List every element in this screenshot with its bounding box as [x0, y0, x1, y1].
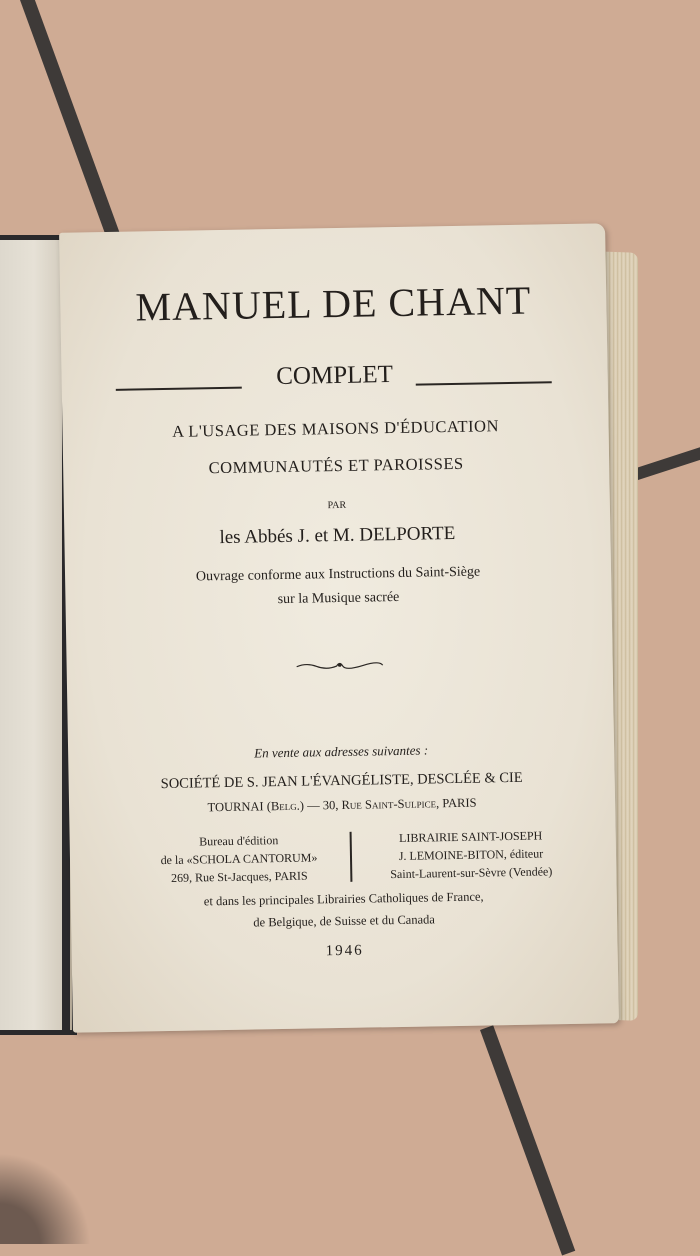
usage-line-2: COMMUNAUTÉS ET PAROISSES	[208, 453, 464, 478]
tile-grout-line	[630, 445, 700, 481]
publication-year: 1946	[325, 942, 364, 960]
dans-line-1: et dans les principales Librairies Catholiques de France,	[203, 889, 484, 909]
shadow	[0, 1150, 90, 1244]
schola-line: Bureau d'édition	[199, 833, 279, 849]
usage-line-1: A L'USAGE DES MAISONS D'ÉDUCATION	[171, 416, 500, 441]
authors: les Abbés J. et M. DELPORTE	[219, 522, 456, 549]
librairie-address-block	[356, 826, 587, 884]
vente-line: En vente aux adresses suivantes :	[254, 742, 429, 761]
title-page	[59, 223, 619, 1032]
ouvrage-line-2: sur la Musique sacrée	[277, 589, 400, 608]
librairie-line: LIBRAIRIE SAINT-JOSEPH	[398, 828, 543, 845]
ouvrage-line-1: Ouvrage conforme aux Instructions du Saint-Siège	[195, 564, 481, 585]
par-label: PAR	[327, 499, 347, 512]
book-title: MANUEL DE CHANT	[135, 277, 532, 330]
schola-address-block	[114, 830, 365, 888]
book-subtitle: COMPLET	[276, 361, 394, 391]
librairie-line: J. LEMOINE-BITON, éditeur	[398, 846, 544, 863]
dans-line-2: de Belgique, de Suisse et du Canada	[253, 912, 436, 930]
schola-line: 269, Rue St-Jacques, PARIS	[170, 868, 308, 885]
tile-grout-line	[480, 1025, 575, 1255]
publisher-societe: SOCIÉTÉ DE S. JEAN L'ÉVANGÉLISTE, DESCLÉE & CIE	[160, 769, 523, 793]
librairie-line: Saint-Laurent-sur-Sèvre (Vendée)	[390, 864, 553, 882]
publisher-address: TOURNAI (Belg.) — 30, Rue Saint-Sulpice, PARIS	[207, 795, 477, 815]
schola-line: de la «SCHOLA CANTORUM»	[160, 850, 318, 868]
ornament-icon	[295, 659, 385, 673]
